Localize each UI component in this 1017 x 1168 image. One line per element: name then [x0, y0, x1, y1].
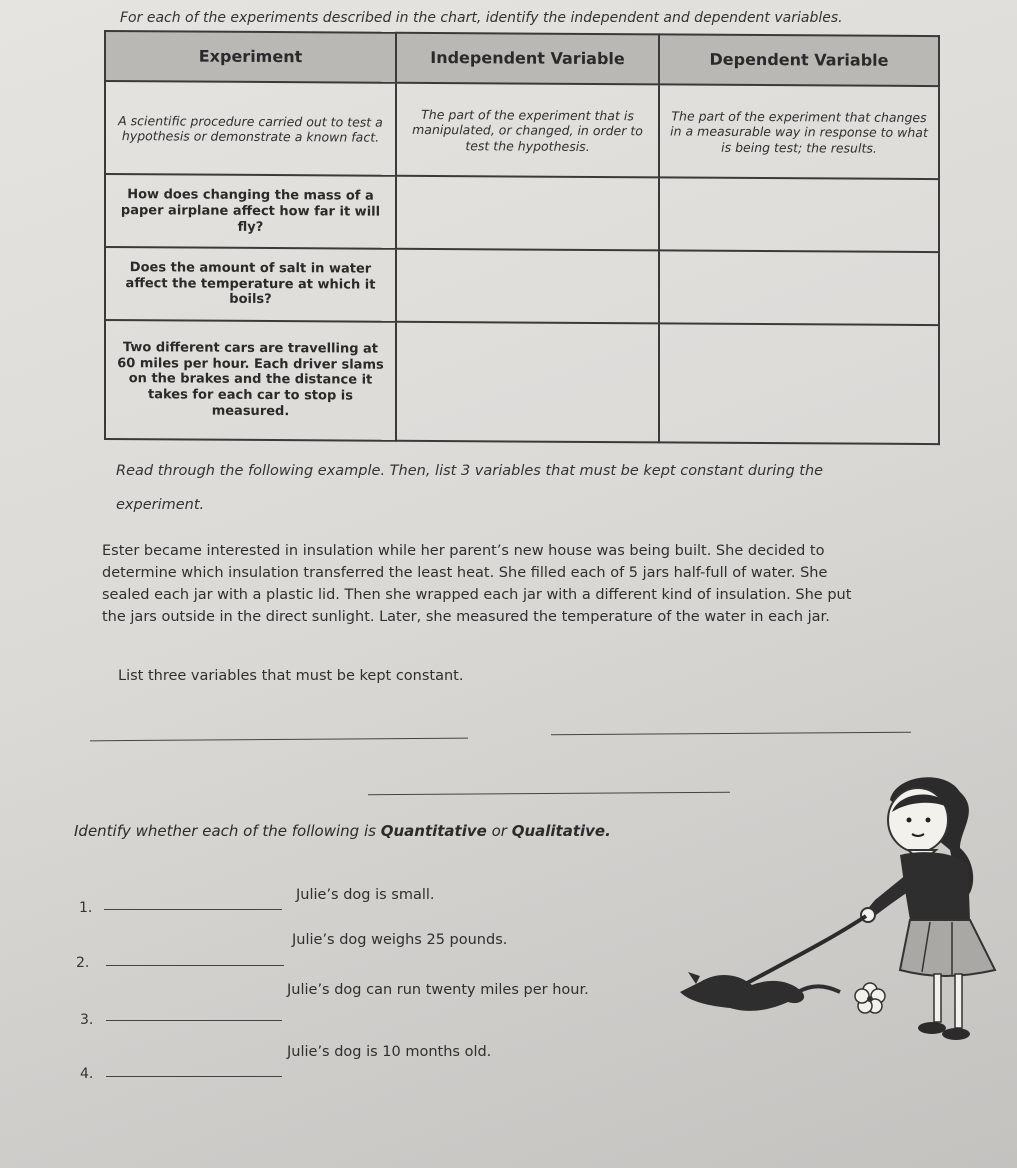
- girl-shoe-right: [942, 1028, 970, 1040]
- girl-skirt: [900, 920, 995, 976]
- qualitative-word: Qualitative.: [511, 822, 611, 840]
- question-3-answer-line[interactable]: [106, 1020, 282, 1021]
- passage-line-4: the jars outside in the direct sunlight. Later, she measured the temperature of the water in each jar.: [102, 609, 830, 625]
- question-4-number: 4.: [80, 1066, 94, 1082]
- question-3-text: Julie’s dog can run twenty miles per hour.: [287, 982, 589, 998]
- insulation-passage: [102, 540, 922, 628]
- girl-eye-left: [907, 818, 912, 823]
- answer-cell-independent-1[interactable]: [396, 176, 659, 250]
- flower-icon: [855, 983, 885, 1013]
- question-1-answer-line[interactable]: [104, 909, 282, 910]
- answer-cell-independent-3[interactable]: [396, 322, 659, 443]
- header-dependent-variable: Dependent Variable: [659, 34, 939, 86]
- constants-prompt-line1: Read through the following example. Then, list 3 variables that must be kept constant during the: [116, 463, 824, 479]
- question-1-number: 1.: [79, 900, 93, 916]
- answer-line-constant-1[interactable]: [90, 738, 468, 742]
- definition-dependent-variable: The part of the experiment that changes in a measurable way in response to what is being test; the results.: [659, 85, 939, 180]
- dog-tail: [798, 986, 840, 992]
- experiment-cars-braking: Two different cars are travelling at 60 miles per hour. Each driver slams on the brakes and the distance it takes for each car to stop is measured.: [105, 320, 396, 441]
- girl-eye-right: [926, 818, 931, 823]
- question-1-text: Julie’s dog is small.: [296, 887, 435, 903]
- experiment-paper-airplane: How does changing the mass of a paper airplane affect how far it will fly?: [105, 174, 396, 248]
- answer-cell-dependent-1[interactable]: [659, 178, 939, 252]
- chart-instructions: For each of the experiments described in the chart, identify the independent and dependent variables.: [120, 10, 843, 26]
- passage-line-1: Ester became interested in insulation while her parent’s new house was being built. She decided to: [102, 543, 825, 559]
- quantitative-word: Quantitative: [380, 822, 487, 840]
- experiment-salt-water: Does the amount of salt in water affect the temperature at which it boils?: [105, 247, 396, 321]
- definition-experiment: A scientific procedure carried out to test a hypothesis or demonstrate a known fact.: [105, 81, 396, 176]
- or-word: or: [486, 822, 512, 840]
- girl-leg-left: [934, 974, 941, 1022]
- answer-cell-independent-2[interactable]: [396, 249, 659, 323]
- passage-line-2: determine which insulation transferred the least heat. She filled each of 5 jars half-full of water. She: [102, 565, 828, 581]
- constants-prompt-line2: experiment.: [116, 497, 205, 513]
- question-4-answer-line[interactable]: [106, 1076, 282, 1077]
- header-independent-variable: Independent Variable: [396, 33, 659, 85]
- answer-cell-dependent-3[interactable]: [659, 323, 939, 444]
- list-constants-prompt: List three variables that must be kept constant.: [118, 668, 464, 684]
- answer-line-constant-2[interactable]: [551, 732, 911, 736]
- prompt-text: Identify whether each of the following is: [74, 822, 381, 840]
- header-experiment: Experiment: [105, 31, 396, 83]
- girl-leg-right: [955, 974, 962, 1028]
- dog-ear: [688, 972, 700, 984]
- girl-walking-dog-illustration: [660, 770, 1017, 1060]
- dog-body: [680, 975, 804, 1011]
- question-3-number: 3.: [80, 1012, 94, 1028]
- question-4-text: Julie’s dog is 10 months old.: [287, 1044, 492, 1060]
- leash: [738, 916, 866, 988]
- question-2-text: Julie’s dog weighs 25 pounds.: [292, 932, 508, 948]
- passage-line-3: sealed each jar with a plastic lid. Then she wrapped each jar with a different kind of insulation. She put: [102, 587, 852, 603]
- girl-shoe-left: [918, 1022, 946, 1034]
- variables-table: [104, 30, 940, 445]
- quantitative-qualitative-prompt: [74, 822, 611, 840]
- answer-cell-dependent-2[interactable]: [659, 250, 939, 324]
- question-2-number: 2.: [76, 955, 90, 971]
- definition-independent-variable: The part of the experiment that is manipulated, or changed, in order to test the hypothesis.: [396, 83, 659, 178]
- question-2-answer-line[interactable]: [106, 965, 284, 966]
